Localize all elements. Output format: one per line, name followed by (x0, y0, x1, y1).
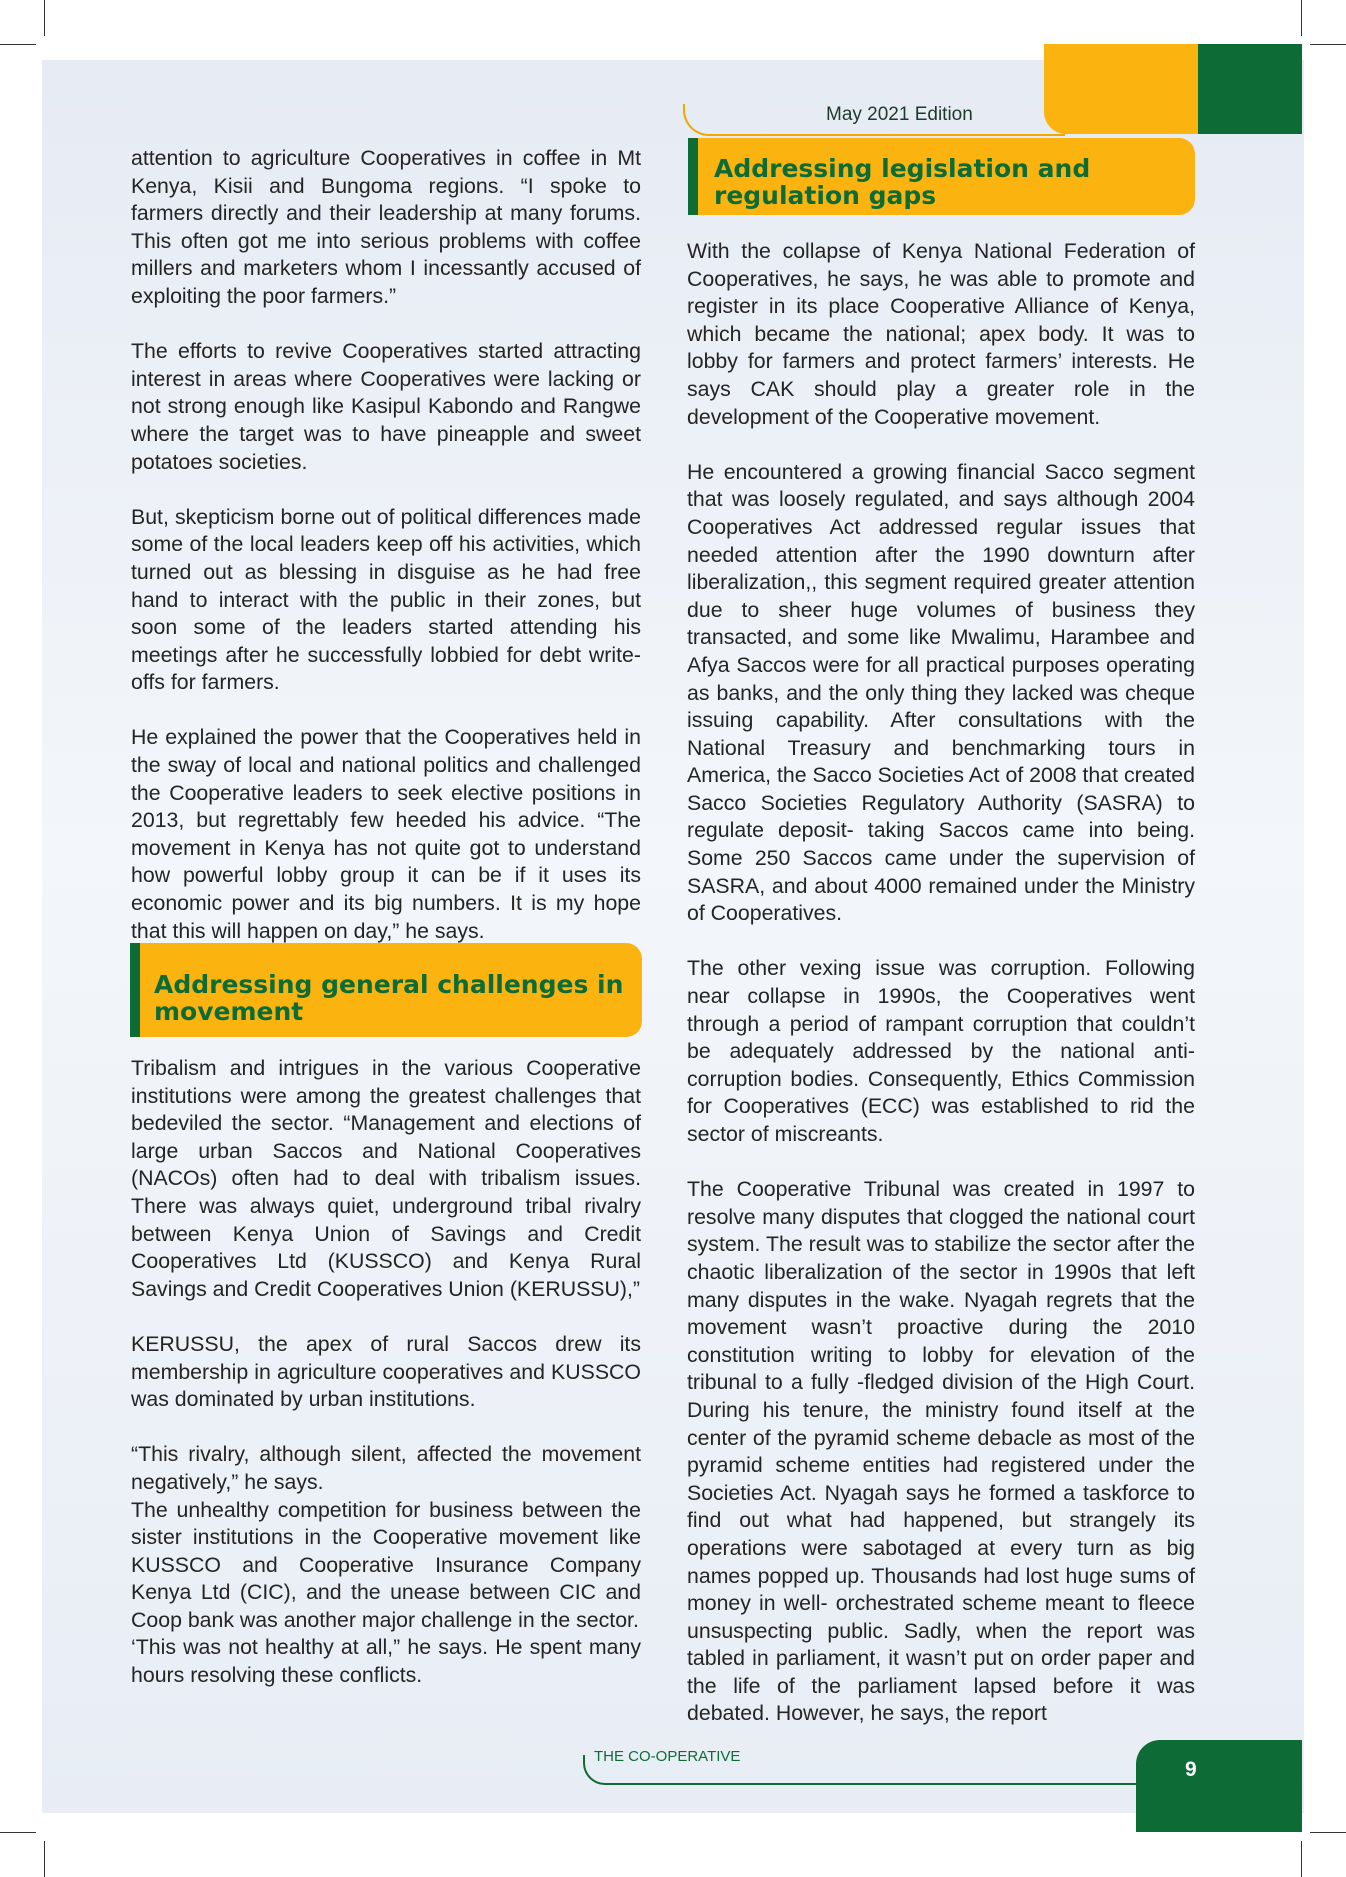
paragraph: KERUSSU, the apex of rural Saccos drew its membership in agriculture cooperatives and KUSSCO was dominated by urban institutions. (131, 1331, 641, 1412)
paragraph: He encountered a growing financial Sacco segment that was loosely regulated, and says although 2004 Cooperatives Act addressed regular issues that needed attention after the 1990 downturn after liberalization,, this segment required greater attention due to sheer huge volumes of business they transacted, and some like Mwalimu, Harambee and Afya Saccos were for all practical purposes operating as banks, and the only thing they lacked was cheque issuing capability. After consultations with the National Treasury and benchmarking tours in America, the Sacco Societies Act of 2008 that created Sacco Societies Regulatory Authority (SASRA) to regulate deposit- taking Saccos came into being. Some 250 Saccos came under the supervision of SASRA, and about 4000 remained under the Ministry of Cooperatives. (687, 459, 1195, 926)
left-column (131, 145, 641, 973)
left-column-continued (131, 1055, 641, 1690)
crop-mark (44, 0, 45, 36)
right-column (687, 238, 1195, 1728)
paragraph: Tribalism and intrigues in the various Cooperative institutions were among the greatest challenges that bedeviled the sector. “Management and elections of large urban Saccos and National Cooperatives (NACOs) often had to deal with tribalism issues. There was always quiet, underground tribal rivalry between Kenya Union of Savings and Credit Cooperatives Ltd (KUSSCO) and Kenya Rural Savings and Credit Cooperatives Union (KERUSSU),” (131, 1056, 641, 1301)
header-corner-green (1198, 44, 1302, 134)
footer-publication-name: THE CO-OPERATIVE (594, 1748, 741, 1765)
paragraph: He explained the power that the Cooperatives held in the sway of local and national politics and challenged the Cooperative leaders to seek elective positions in 2013, but regrettably few heeded his advice. “The movement in Kenya has not quite got to understand how powerful lobby group it can be if it uses its economic power and its big numbers. It is my hope that this will happen on day,” he says. (131, 725, 641, 943)
section-heading-text: Addressing legislation and regulation gaps (714, 154, 1091, 210)
crop-mark (44, 1841, 45, 1877)
crop-mark (1310, 1832, 1346, 1833)
header-corner-yellow (1044, 44, 1198, 134)
crop-mark (1310, 44, 1346, 45)
crop-mark (0, 1832, 36, 1833)
paragraph: attention to agriculture Cooperatives in coffee in Mt Kenya, Kisii and Bungoma regions. “I spoke to farmers directly and their leadership at many forums. This often got me into serious problems with coffee millers and marketers whom I incessantly accused of exploiting the poor farmers.” (131, 146, 641, 308)
page-number: 9 (1185, 1758, 1197, 1781)
crop-mark (1301, 0, 1302, 36)
footer-corner-green (1136, 1740, 1302, 1832)
section-heading-legislation (688, 138, 1195, 215)
paragraph: But, skepticism borne out of political differences made some of the local leaders keep off his activities, which turned out as blessing in disguise as he had free hand to interact with the public in their zones, but soon some of the leaders started attending his meetings after he successfully lobbied for debt write-offs for farmers. (131, 504, 641, 695)
paragraph: ‘This was not healthy at all,” he says. He spent many hours resolving these conflicts. (131, 1635, 641, 1688)
paragraph: “This rivalry, although silent, affected the movement negatively,” he says. (131, 1442, 641, 1494)
section-heading-general-challenges (130, 943, 642, 1037)
crop-mark (0, 44, 36, 45)
paragraph: The efforts to revive Cooperatives started attracting interest in areas where Cooperatives were lacking or not strong enough like Kasipul Kabondo and Rangwe where the target was to have pineapple and sweet potatoes societies. (131, 339, 641, 474)
paragraph: The Cooperative Tribunal was created in 1997 to resolve many disputes that clogged the national court system. The result was to stabilize the sector after the chaotic liberalization of the sector in 1990s that left many disputes in the wake. Nyagah regrets that the movement wasn’t proactive during the 2010 constitution writing to lobby for elevation of the tribunal to a fully -fledged division of the High Court. During his tenure, the ministry found itself at the center of the pyramid scheme debacle as most of the pyramid scheme entities had registered under the Societies Act. Nyagah says he formed a taskforce to find out what had happened, but strangely its operations were sabotaged at every turn as big names popped up. Thousands had lost huge sums of money in well- orchestrated scheme meant to fleece unsuspecting public. Sadly, when the report was tabled in parliament, it wasn’t put on order paper and the life of the parliament lapsed before it was debated. However, he says, the report (687, 1177, 1195, 1726)
crop-mark (1301, 1841, 1302, 1877)
paragraph: The unhealthy competition for business between the sister institutions in the Cooperative movement like KUSSCO and Cooperative Insurance Company Kenya Ltd (CIC), and the unease between CIC and Coop bank was another major challenge in the sector. (131, 1497, 641, 1632)
section-heading-text: Addressing general challenges in movement (154, 970, 624, 1026)
edition-label: May 2021 Edition (826, 104, 973, 125)
paragraph: With the collapse of Kenya National Federation of Cooperatives, he says, he was able to promote and register in its place Cooperative Alliance of Kenya, which became the national; apex body. It was to lobby for farmers and protect farmers’ interests. He says CAK should play a greater role in the development of the Cooperative movement. (687, 239, 1195, 429)
paragraph: The other vexing issue was corruption. Following near collapse in 1990s, the Cooperatives went through a period of rampant corruption that couldn’t be adequately addressed by the national anti-corruption bodies. Consequently, Ethics Commission for Cooperatives (ECC) was established to rid the sector of miscreants. (687, 956, 1195, 1146)
